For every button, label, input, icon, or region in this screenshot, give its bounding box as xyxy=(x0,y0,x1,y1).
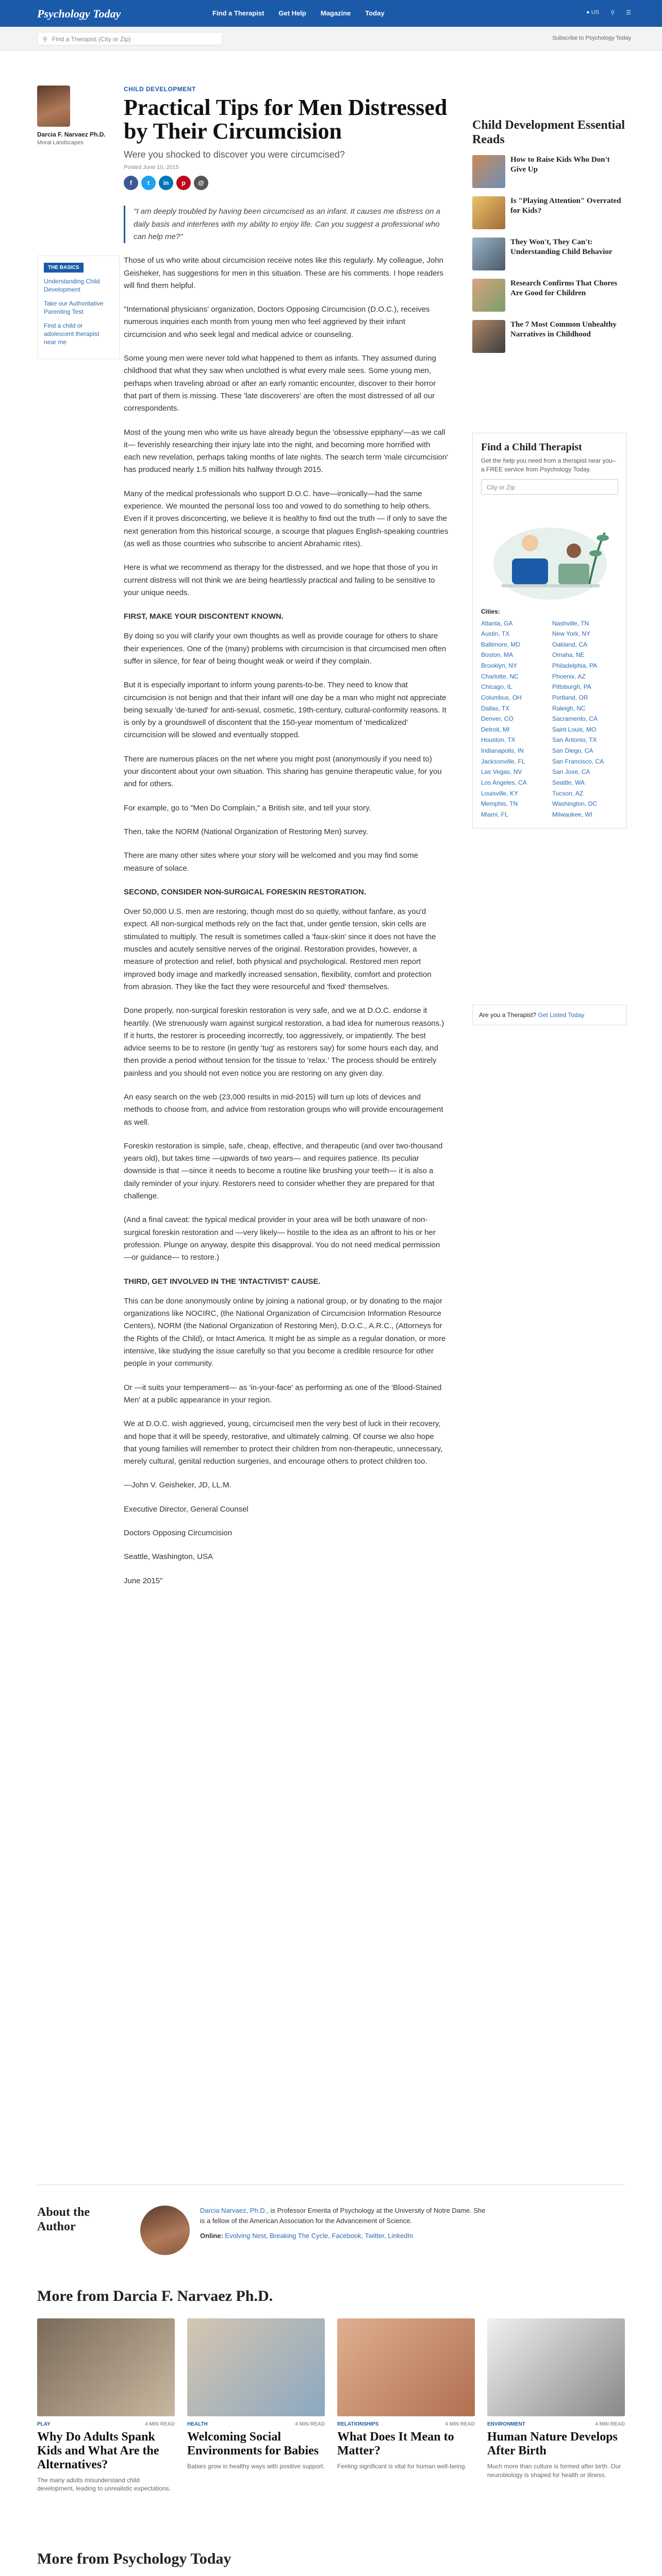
card-category[interactable]: ENVIRONMENT xyxy=(487,2421,525,2427)
article-paragraph: But it is especially important to inform young parents-to-be. They need to know that circumcision is not benign and that their infant will one day be a man who might not appreciate being sexually 'de-tuned' for anti-sexual, cosmetic, 19th-century, cultural-conformity reasons. It is only by a groundswell of discontent that the 150-year momentum of 'medicalized' circumcision will be slowed and eventually stopped. xyxy=(124,681,446,740)
city-link[interactable]: Miami, FL xyxy=(481,810,508,818)
article xyxy=(124,86,449,1599)
essential-read-thumb xyxy=(472,238,505,270)
article-card[interactable] xyxy=(37,2318,175,2493)
city-link[interactable]: Raleigh, NC xyxy=(552,704,586,712)
subscribe-link[interactable]: Subscribe to Psychology Today xyxy=(552,35,631,41)
section-heading: SECOND, CONSIDER NON-SURGICAL FORESKIN RESTORATION. xyxy=(124,887,367,896)
essential-read-item[interactable] xyxy=(472,196,627,229)
card-description: Much more than culture is formed after birth. Our neurobiology is shaped for health or illness. xyxy=(487,2462,621,2479)
section-heading: FIRST, MAKE YOUR DISCONTENT KNOWN. xyxy=(124,612,284,621)
card-description: Babies grow in healthy ways with positive support. xyxy=(187,2462,325,2470)
finder-title: Find a Child Therapist xyxy=(481,442,582,453)
signature-line: Doctors Opposing Circumcision xyxy=(124,1529,233,1538)
city-link[interactable]: Chicago, IL xyxy=(481,683,512,691)
finder-text: Get the help you need from a therapist near you–a FREE service from Psychology Today. xyxy=(481,457,616,473)
cities-list xyxy=(481,618,618,820)
essential-read-title: Research Confirms That Chores Are Good for Children xyxy=(510,279,618,297)
section-heading: THIRD, GET INVOLVED IN THE 'INTACTIVIST' CAUSE. xyxy=(124,1277,321,1286)
article-subtitle: Were you shocked to discover you were circumcised? xyxy=(124,149,345,160)
about-bio xyxy=(200,2206,489,2241)
essential-read-thumb xyxy=(472,155,505,188)
article-paragraph: Or —it suits your temperament— as 'in-your-face' as performing as one of the 'Blood-Stained Men' at a public appearance in your region. xyxy=(124,1383,442,1404)
more-author-grid xyxy=(37,2318,625,2493)
card-image[interactable] xyxy=(37,2318,175,2416)
card-title[interactable]: Welcoming Social Environments for Babies xyxy=(187,2430,319,2458)
nav-links xyxy=(212,9,385,17)
city-link[interactable]: Detroit, MI xyxy=(481,725,510,733)
card-meta xyxy=(37,2421,175,2427)
region-label: US xyxy=(591,9,600,15)
article-paragraph: Those of us who write about circumcision receive notes like this regularly. My colleague, John Geisheker, has suggestions for men in this situation. These are his comments. I hope readers will find them helpful. xyxy=(124,256,444,290)
city-link[interactable]: Sacramento, CA xyxy=(552,715,598,723)
city-link[interactable]: New York, NY xyxy=(552,630,591,638)
online-label: Online: xyxy=(200,2232,223,2240)
nav-today[interactable]: Today xyxy=(365,9,385,17)
about-online xyxy=(200,2231,489,2241)
article-paragraph: Foreskin restoration is simple, safe, cheap, effective, and therapeutic (and over two-thousand years old), but takes time —upwards of two years— and requires patience. Its peculiar downside is that —since it needs to become a routine like brushing your teeth— it is also a daily reminder of your injury. Restorers need to consider whether they are prepared for that challenge. xyxy=(124,1141,443,1201)
card-category[interactable]: RELATIONSHIPS xyxy=(337,2421,379,2427)
city-link[interactable]: Houston, TX xyxy=(481,736,516,744)
search-placeholder: Find a Therapist (City or Zip) xyxy=(52,36,131,43)
city-link[interactable]: Milwaukee, WI xyxy=(552,810,593,818)
posted-date: Posted June 10, 2015 xyxy=(124,164,179,171)
article-paragraph: Done properly, non-surgical foreskin restoration is very safe, and we at D.O.C. endorse it heartily. (We strenuously warn against surgical restoration, a bad idea for numerous reasons.) If it hurts, the restorer is proceeding incorrectly, too aggressively, or impatiently. The best advice seems to be to restore (in gently 'tug' as restorers say) for some hours each day, and then provide a period without tension for the tissue to 'relax.' The process should be entirely painless and you should not even notice you are restoring on any given day. xyxy=(124,1006,444,1078)
top-nav xyxy=(0,0,662,27)
city-link[interactable]: Las Vegas, NV xyxy=(481,768,522,776)
therapist-signup-box xyxy=(472,1005,627,1025)
city-link[interactable]: Denver, CO xyxy=(481,715,514,723)
essential-read-thumb xyxy=(472,196,505,229)
share-buttons xyxy=(124,176,449,190)
sub-bar xyxy=(0,27,662,50)
nav-right xyxy=(586,9,631,16)
search-icon: ⚲ xyxy=(43,36,47,43)
twitter-icon[interactable]: t xyxy=(141,176,156,190)
article-paragraph: "I am deeply troubled by having been circumcised as an infant. It causes me distress on a daily basis and interferes with my ability to enjoy life. Can you suggest a professional who can help me?" xyxy=(124,206,449,243)
card-description: The many adults misunderstand child development, leading to unrealistic expectations. xyxy=(37,2476,171,2493)
article-paragraph: Many of the medical professionals who support D.O.C. have—ironically—had the same experience. We mounted the personal loss too and vowed to do something to help others. Even if it proves disconcerting, we believe it is healthy to find out the truth — if only to save the next generation from this historical scourge, a scourge that plagues English-speaking countries (as well as those countries who subscribe to ancient Abrahamic rites). xyxy=(124,489,449,548)
author-photo[interactable] xyxy=(140,2206,190,2255)
article-paragraph: This can be done anonymously online by joining a national group, or by donating to the major organizations like NOCIRC, (the National Organization of Circumcision Information Resource Centers), NORM (the National Organization of Restoring Men), D.O.C., A.R.C., (Attorneys for the Rights of the Child), or Intact America. It might be as simple as a regular donation, or more intensive, like studying the issue carefully so that you become a credible resource for other people in your community. xyxy=(124,1296,446,1368)
card-description: Feeling significant is vital for human well-being. xyxy=(337,2462,467,2470)
about-name-link[interactable]: Darcia Narvaez, Ph.D., xyxy=(200,2207,269,2214)
therapist-search-input[interactable] xyxy=(37,32,223,45)
signature-line: Executive Director, General Counsel xyxy=(124,1504,249,1514)
signature-line: Seattle, Washington, USA xyxy=(124,1552,213,1562)
basics-link-2[interactable]: Take our Authoritative Parenting Test xyxy=(44,300,104,315)
region-selector[interactable]: ● US xyxy=(586,9,600,15)
city-link[interactable]: Baltimore, MD xyxy=(481,640,521,648)
city-link[interactable]: Brooklyn, NY xyxy=(481,662,518,670)
about-bio-text: is Professor Emerita of Psychology at the University of Notre Dame. She is a fellow of the American Association for the Advancement of Science. xyxy=(200,2207,486,2225)
article-card[interactable] xyxy=(187,2318,325,2493)
nav-magazine[interactable]: Magazine xyxy=(320,9,351,17)
author-blog[interactable]: Moral Landscapes xyxy=(37,140,84,146)
city-link[interactable]: San Antonio, TX xyxy=(552,736,597,744)
basics-link-3[interactable]: Find a child or adolescent therapist near me xyxy=(44,322,100,346)
city-link[interactable]: Austin, TX xyxy=(481,630,510,638)
city-link[interactable]: San Diego, CA xyxy=(552,747,593,755)
card-meta xyxy=(337,2421,475,2427)
article-paragraph: There are numerous places on the net where you might post (anonymously if you need to) your discontent about your own situation. This sharing has genuine therapeutic value, for you and for others. xyxy=(124,754,442,789)
city-link[interactable]: Omaha, NE xyxy=(552,651,585,659)
about-title: About the Author xyxy=(37,2206,90,2233)
essential-read-title: How to Raise Kids Who Don't Give Up xyxy=(510,156,610,174)
finder-illustration xyxy=(481,502,618,605)
article-paragraph-link[interactable]: Then, take the NORM (National Organization of Restoring Men) survey. xyxy=(124,827,369,836)
city-link[interactable]: Los Angeles, CA xyxy=(481,778,527,786)
article-paragraph-link[interactable]: For example, go to "Men Do Complain," a British site, and tell your story. xyxy=(124,803,371,812)
card-category[interactable]: HEALTH xyxy=(187,2421,208,2427)
basics-title: THE BASICS xyxy=(44,263,84,273)
article-paragraph: Over 50,000 U.S. men are restoring, though most do so quietly, without fanfare, as you'd expect. All non-surgical methods rely on the fact that, under gentle tension, skin cells are stimulated to multiply. The result is sometimes called a 'faux-skin' since it does not have the muscles and acutely sensitive nerves of the original. Restoration provides, however, a measure of protection and relief, both physical and psychological. Restored men report improved body image and markedly increased sensation, flexibility, comfort and protection from abrasion. They like the fact they were resourceful and 'fixed' themselves. xyxy=(124,907,436,991)
essential-read-item[interactable] xyxy=(472,155,627,188)
essential-reads xyxy=(472,118,627,353)
card-read-time: 4 MIN READ xyxy=(595,2421,625,2427)
essential-read-title: Is "Playing Attention" Overrated for Kids? xyxy=(510,197,621,215)
city-link[interactable]: Nashville, TN xyxy=(552,619,589,627)
city-link[interactable]: Atlanta, GA xyxy=(481,619,513,627)
article-paragraph: "International physicians' organization, Doctors Opposing Circumcision (D.O.C.), receives numerous inquiries each month from young men who feel aggrieved by their infant circumcision and who seek legal and medical advice or counseling. xyxy=(124,305,430,339)
card-image[interactable] xyxy=(487,2318,625,2416)
card-read-time: 4 MIN READ xyxy=(145,2421,175,2427)
article-card[interactable] xyxy=(337,2318,475,2493)
nav-find-therapist[interactable]: Find a Therapist xyxy=(212,9,264,17)
card-category[interactable]: PLAY xyxy=(37,2421,51,2427)
article-kicker[interactable]: CHILD DEVELOPMENT xyxy=(124,86,196,93)
therapist-finder xyxy=(472,433,627,828)
city-link[interactable]: Washington, DC xyxy=(552,800,597,808)
card-title[interactable]: Why Do Adults Spank Kids and What Are the Alternatives? xyxy=(37,2430,159,2471)
article-paragraph: An easy search on the web (23,000 results in mid-2015) will turn up lots of devices and methods to choose from, and advice from restoration groups who will provide encouragement as well. xyxy=(124,1093,443,1127)
article-title: Practical Tips for Men Distressed by Their Circumcision xyxy=(124,95,448,144)
city-link[interactable]: Oakland, CA xyxy=(552,640,588,648)
article-body xyxy=(124,206,449,1587)
essential-reads-title: Child Development Essential Reads xyxy=(472,118,625,146)
site-logo[interactable]: Psychology Today xyxy=(37,7,121,20)
basics-link-1[interactable]: Understanding Child Development xyxy=(44,278,100,293)
city-link[interactable]: Phoenix, AZ xyxy=(552,672,586,680)
city-link[interactable]: Seattle, WA xyxy=(552,778,585,786)
essential-read-item[interactable] xyxy=(472,320,627,353)
city-link[interactable]: Jacksonville, FL xyxy=(481,757,525,765)
essential-read-thumb xyxy=(472,279,505,312)
author-name[interactable]: Darcia F. Narvaez Ph.D. xyxy=(37,131,106,138)
pro-text: Are you a Therapist? xyxy=(479,1011,537,1019)
online-links[interactable]: Evolving Nest, Breaking The Cycle, Facebook, Twitter, LinkedIn xyxy=(225,2232,413,2240)
about-author xyxy=(37,2184,625,2240)
nav-get-help[interactable]: Get Help xyxy=(278,9,306,17)
author-column xyxy=(37,86,120,146)
more-pt-title: More from Psychology Today xyxy=(37,2550,231,2567)
more-author-title: More from Darcia F. Narvaez Ph.D. xyxy=(37,2287,273,2304)
essential-read-item[interactable] xyxy=(472,238,627,270)
basics-box xyxy=(37,256,120,359)
linkedin-icon[interactable]: in xyxy=(159,176,173,190)
city-link[interactable]: Charlotte, NC xyxy=(481,672,519,680)
city-link[interactable]: Portland, OR xyxy=(552,693,588,701)
city-link[interactable]: Dallas, TX xyxy=(481,704,510,712)
card-read-time: 4 MIN READ xyxy=(445,2421,475,2427)
article-paragraph: Most of the young men who write us have already begun the 'obsessive epiphany'—as we call it— feverishly researching their injury late into the night, and becoming more horrified with each new revelation, perhaps taking months of late nights. The search term 'male circumcision' has produced nearly 1.5 million hits halfway through 2015. xyxy=(124,428,449,474)
essential-read-thumb xyxy=(472,320,505,353)
facebook-icon[interactable]: f xyxy=(124,176,138,190)
get-listed-link[interactable]: Get Listed Today xyxy=(538,1011,585,1019)
search-icon[interactable]: ⚲ xyxy=(610,10,615,16)
article-paragraph: By doing so you will clarify your own thoughts as well as provide courage for others to share their experiences. One of the (many) problems with circumcision is that circumcised men often suffer in silence, for fear of being thought weak or weird if they complain. xyxy=(124,632,446,666)
city-link[interactable]: Boston, MA xyxy=(481,651,514,659)
card-meta xyxy=(187,2421,325,2427)
card-image[interactable] xyxy=(337,2318,475,2416)
article-paragraph: We at D.O.C. wish aggrieved, young, circumcised men the very best of luck in their recovery, and hope that it will be speedy, restorative, and ultimately calming. Of course we also hope that young families will remember to protect their children from non-therapeutic, unnecessary, merely cultural, genital reduction surgeries, and encourage others to protect children too. xyxy=(124,1419,443,1466)
city-link[interactable]: Memphis, TN xyxy=(481,800,518,808)
menu-icon[interactable]: ☰ xyxy=(626,10,631,16)
card-title[interactable]: Human Nature Develops After Birth xyxy=(487,2430,618,2458)
email-icon[interactable]: @ xyxy=(194,176,208,190)
article-card[interactable] xyxy=(487,2318,625,2493)
cities-title: Cities: xyxy=(481,607,500,615)
essential-read-item[interactable] xyxy=(472,279,627,312)
city-link[interactable]: Philadelphia, PA xyxy=(552,662,598,670)
city-link[interactable]: Tucson, AZ xyxy=(552,789,584,797)
card-meta xyxy=(487,2421,625,2427)
city-link[interactable]: Louisville, KY xyxy=(481,789,519,797)
card-read-time: 4 MIN READ xyxy=(295,2421,325,2427)
zip-input[interactable]: City or Zip xyxy=(481,479,618,495)
city-link[interactable]: Columbus, OH xyxy=(481,693,522,701)
article-paragraph: Some young men were never told what happened to them as infants. They assumed during childhood that what they saw when unclothed is what every male sees. Some young men, perhaps when traveling abroad or after an early romantic encounter, discover to their horror that part of them is missing. These 'late discoverers' are often the most distressed of all our correspondents. xyxy=(124,354,436,413)
city-link[interactable]: Saint Louis, MO xyxy=(552,725,597,733)
article-paragraph: There are many other sites where your story will be welcomed and you may find some measure of solace. xyxy=(124,851,419,873)
author-avatar[interactable] xyxy=(37,86,70,127)
city-link[interactable]: Pittsburgh, PA xyxy=(552,683,591,691)
card-image[interactable] xyxy=(187,2318,325,2416)
signature-line: June 2015" xyxy=(124,1576,163,1585)
city-link[interactable]: San Francisco, CA xyxy=(552,757,604,765)
city-link[interactable]: Indianapolis, IN xyxy=(481,747,524,755)
article-paragraph: (And a final caveat: the typical medical provider in your area will be both unaware of non-surgical foreskin restoration and —very likely— hostile to the idea as an affront to his or her profession. Plunge on anyway, despite this disapproval. You do not need medical permission —or guidance— to restore.) xyxy=(124,1215,440,1262)
city-link[interactable]: San Jose, CA xyxy=(552,768,590,776)
pinterest-icon[interactable]: p xyxy=(176,176,191,190)
card-title[interactable]: What Does It Mean to Matter? xyxy=(337,2430,454,2458)
essential-read-title: They Won't, They Can't: Understanding Child Behavior xyxy=(510,238,613,256)
essential-read-title: The 7 Most Common Unhealthy Narratives in Childhood xyxy=(510,320,617,338)
signature-line: —John V. Geisheker, JD, LL.M. xyxy=(124,1481,231,1490)
article-paragraph: Here is what we recommend as therapy for the distressed, and we hope that those of you in current distress will not think we are being heartlessly practical and failing to be sensitive to your unique needs. xyxy=(124,563,438,597)
